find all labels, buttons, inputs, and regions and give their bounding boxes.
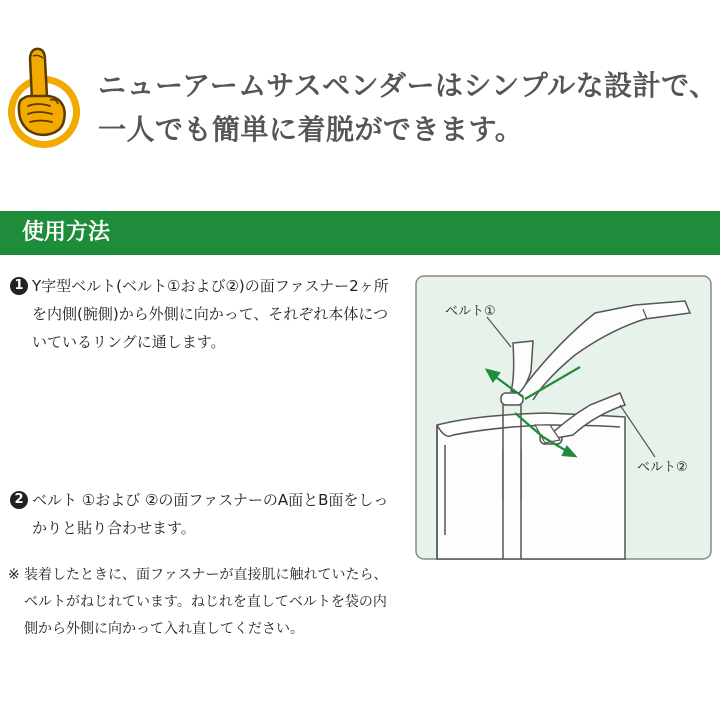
label-belt-1: ベルト①	[445, 304, 496, 319]
belt-threading-diagram	[415, 275, 712, 560]
note-text: 装着したときに、面ファスナーが直接肌に触れていたら、ベルトがねじれています。ねじれを直してベルトを袋の内側から外側に向かって入れ直してください。	[24, 567, 388, 637]
step-number-badge: 1	[10, 277, 28, 295]
bag-body	[437, 413, 625, 559]
section-title: 使用方法	[22, 220, 111, 245]
headline-line-2: 一人でも簡単に着脱ができます。	[98, 113, 524, 146]
step-number-badge: 2	[10, 491, 28, 509]
pointing-hand-icon	[4, 40, 86, 152]
section-header-bar	[0, 211, 720, 255]
headline	[98, 64, 718, 152]
headline-line-1: ニューアームサスペンダーはシンプルな設計で、	[98, 69, 718, 102]
step-text: ベルト ①および ②の面ファスナーのA面とB面をしっかりと貼り合わせます。	[32, 491, 389, 537]
note-mark: ※	[8, 567, 20, 583]
step-text: Y字型ベルト(ベルト①および②)の面ファスナー2ヶ所を内側(腕側)から外側に向かって、それぞれ本体についているリングに通します。	[32, 277, 389, 351]
label-belt-2: ベルト②	[637, 460, 688, 475]
